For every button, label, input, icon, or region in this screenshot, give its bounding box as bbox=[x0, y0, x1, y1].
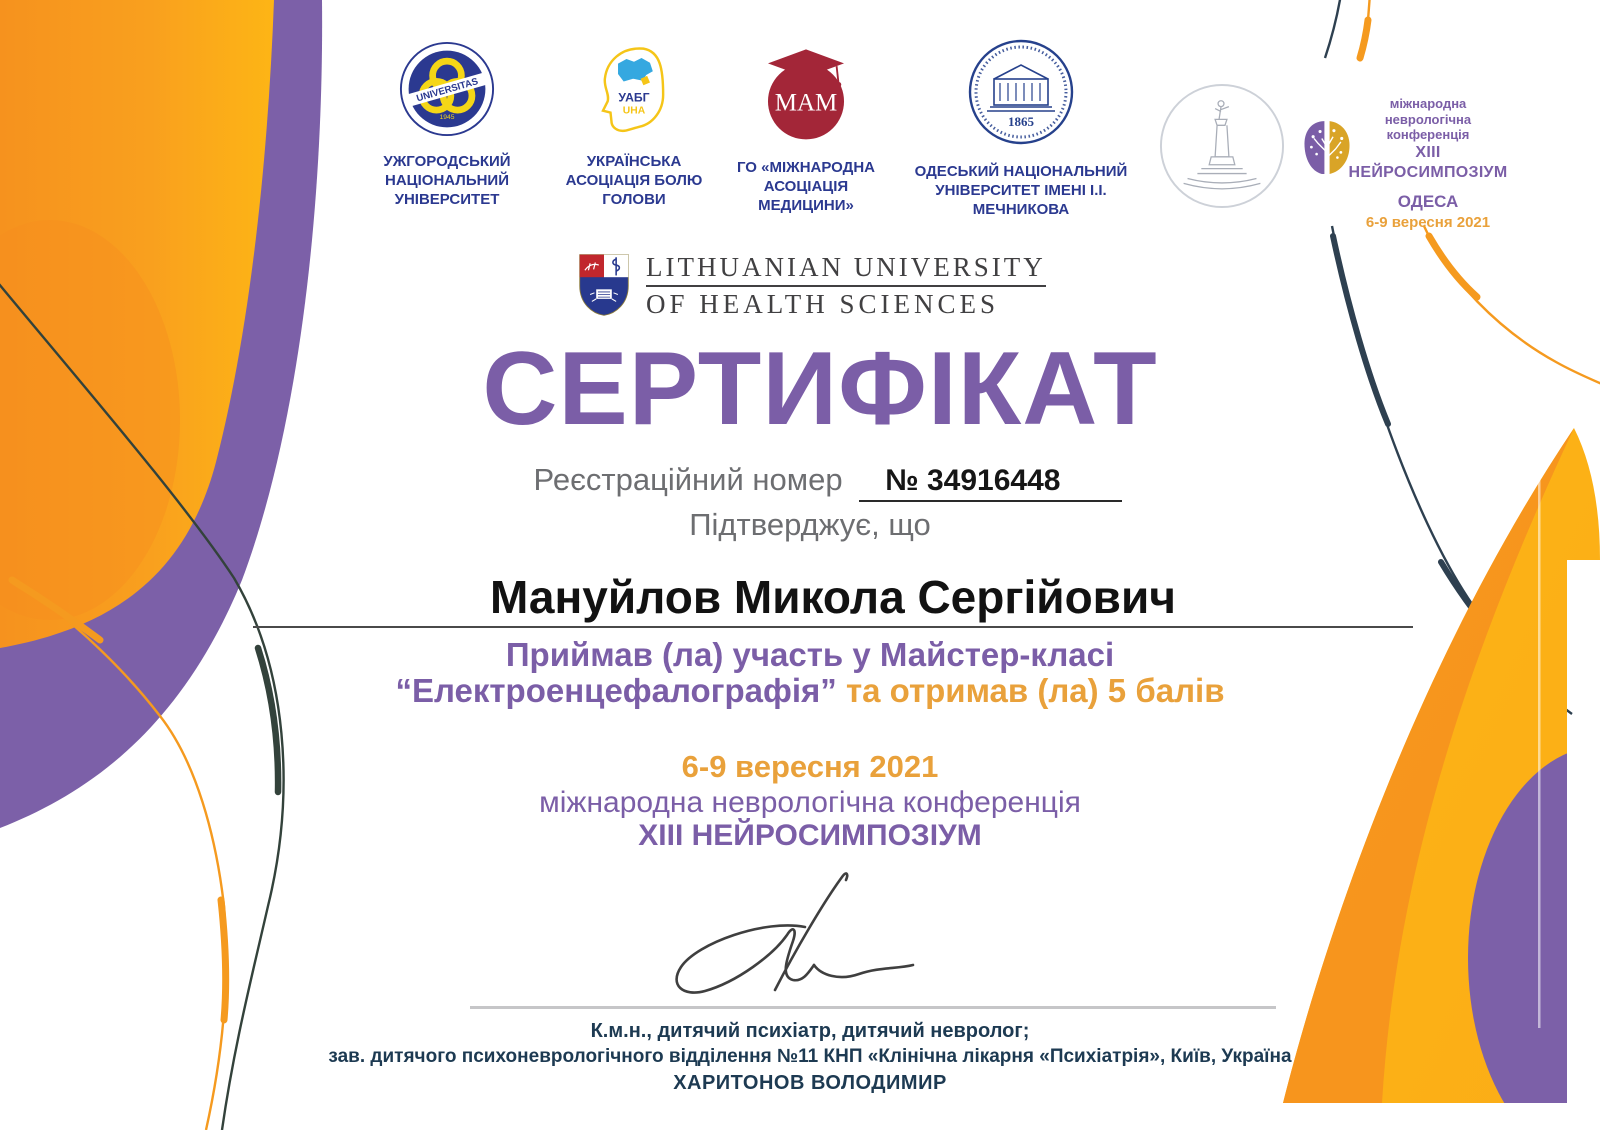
uzhhorod-university-logo bbox=[399, 40, 495, 138]
mam-caption: ГО «МІЖНАРОДНА АСОЦІАЦІЯ МЕДИЦИНИ» bbox=[737, 159, 875, 215]
svg-text:1945: 1945 bbox=[439, 113, 455, 121]
event-conference-name: міжнародна неврологічна конференція bbox=[539, 786, 1081, 819]
logo-block-uabg bbox=[548, 42, 720, 210]
mam-association-logo bbox=[754, 42, 858, 144]
badge-line2: конференція bbox=[1386, 127, 1470, 143]
top-right-dark-stroke bbox=[1325, 0, 1341, 58]
signature-line bbox=[470, 1006, 1276, 1009]
uabg-caption: УКРАЇНСЬКА АСОЦІАЦІЯ БОЛЮ ГОЛОВИ bbox=[565, 153, 703, 209]
recipient-name-underline bbox=[253, 571, 1413, 628]
registration-number: № 34916448 bbox=[859, 464, 1122, 502]
logo-block-odesa bbox=[890, 36, 1152, 220]
luhs-title bbox=[646, 252, 1046, 320]
event-conference-edition: XIII НЕЙРОСИМПОЗІУМ bbox=[638, 819, 982, 852]
registration-label: Реєстраційний номер bbox=[533, 462, 843, 497]
headache-association-logo bbox=[587, 42, 681, 138]
participation-line2 bbox=[10, 672, 1600, 710]
brain-logo-icon bbox=[1301, 114, 1353, 182]
svg-text:1865: 1865 bbox=[1008, 114, 1034, 129]
signer-position: зав. дитячого психоневрологічного відділення №11 КНП «Клінічна лікарня «Психіатрія», Київ, Україна bbox=[328, 1046, 1292, 1067]
signer-name: ХАРИТОНОВ ВОЛОДИМИР bbox=[673, 1072, 947, 1094]
svg-text:UNIVERSITAS: UNIVERSITAS bbox=[415, 76, 480, 105]
conference-badge-text bbox=[1348, 96, 1508, 231]
odesa-monument-sketch-icon bbox=[1158, 82, 1286, 210]
logo-block-uzhhorod bbox=[352, 40, 542, 210]
certificate-title: СЕРТИФІКАТ bbox=[482, 331, 1158, 447]
odesa-university-logo bbox=[966, 36, 1076, 148]
badge-line3: XIII НЕЙРОСИМПОЗІУМ bbox=[1348, 143, 1508, 181]
odesa-caption: ОДЕСЬКИЙ НАЦІОНАЛЬНИЙ УНІВЕРСИТЕТ ІМЕНІ І.І. МЕЧНИКОВА bbox=[914, 163, 1128, 219]
confirmation-text: Підтверджує, що bbox=[689, 507, 931, 542]
conference-badge bbox=[1158, 78, 1508, 231]
badge-line1: міжнародна неврологічна bbox=[1384, 96, 1472, 127]
svg-text:UHA: UHA bbox=[622, 105, 646, 117]
svg-text:МАМ: МАМ bbox=[774, 89, 838, 117]
participation-line1: Приймав (ла) участь у Майстер-класі bbox=[505, 636, 1115, 673]
uzhhorod-caption: УЖГОРОДСЬКИЙ НАЦІОНАЛЬНИЙ УНІВЕРСИТЕТ bbox=[383, 153, 511, 209]
signer-titles: К.м.н., дитячий психіатр, дитячий невролог; bbox=[590, 1020, 1030, 1042]
recipient-name: Мануйлов Микола Сергійович bbox=[490, 571, 1176, 623]
luhs-shield-icon bbox=[578, 252, 630, 318]
right-orange-curve-dash bbox=[1429, 236, 1477, 297]
registration-row bbox=[28, 462, 1600, 502]
badge-city: ОДЕСА bbox=[1397, 191, 1459, 211]
luhs-logo-block bbox=[578, 252, 1046, 320]
top-right-orange-dash bbox=[1360, 20, 1368, 58]
luhs-line2: OF HEALTH SCIENCES bbox=[646, 289, 1000, 319]
bottom-right-pale-line bbox=[1538, 468, 1541, 1028]
participation-result: та отримав (ла) 5 балів bbox=[845, 672, 1225, 709]
badge-dates: 6-9 вересня 2021 bbox=[1365, 213, 1491, 231]
event-dates: 6-9 вересня 2021 bbox=[681, 749, 939, 784]
logo-block-mam bbox=[722, 42, 890, 216]
luhs-line1: LITHUANIAN UNIVERSITY bbox=[646, 252, 1046, 287]
course-title: “Електроенцефалографія” bbox=[395, 672, 837, 709]
svg-text:УАБГ: УАБГ bbox=[618, 90, 650, 105]
left-orange-curve-dash-2 bbox=[221, 900, 226, 1020]
signature-scribble bbox=[645, 855, 945, 1005]
